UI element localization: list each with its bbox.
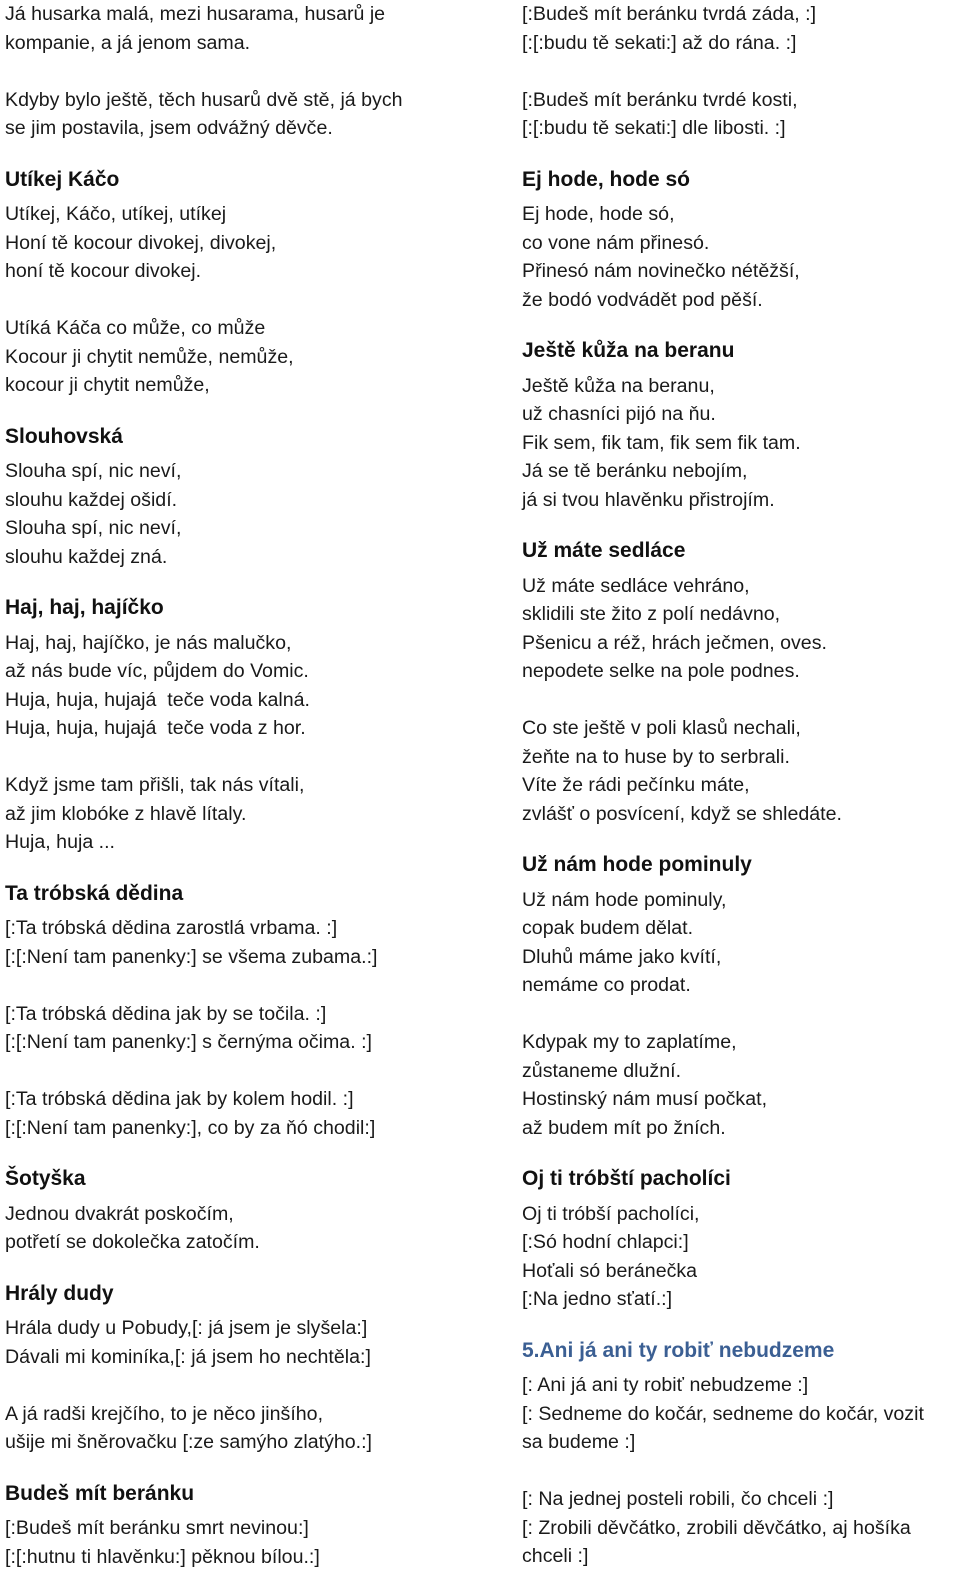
lyric-line: Fik sem, fik tam, fik sem fik tam. bbox=[522, 429, 958, 458]
lyric-line: [: Na jednej posteli robili, čo chceli :] bbox=[522, 1485, 958, 1514]
song-title: Utíkej Káčo bbox=[5, 166, 453, 195]
right-column bbox=[522, 0, 958, 1571]
lyric-line: potřetí se dokolečka zatočím. bbox=[5, 1228, 453, 1257]
song-title: Oj ti tróbští pacholíci bbox=[522, 1165, 958, 1194]
lyric-line: [: Zrobili děvčátko, zrobili děvčátko, aj hošíka bbox=[522, 1514, 958, 1543]
lyric-line: zvlášť o posvícení, když se shledáte. bbox=[522, 800, 958, 829]
lyric-line: Huja, huja, hujajá teče voda z hor. bbox=[5, 714, 453, 743]
lyric-line: [:Ta tróbská dědina jak by se točila. :] bbox=[5, 1000, 453, 1029]
lyric-line: Přinesó nám novinečko nétěžší, bbox=[522, 257, 958, 286]
lyric-line: [:[:Není tam panenky:] s černýma očima. :] bbox=[5, 1028, 453, 1057]
lyric-line: až jim klobóke z hlavě lítaly. bbox=[5, 800, 453, 829]
song-title: Haj, haj, hajíčko bbox=[5, 594, 453, 623]
lyric-line: Ještě kůža na beranu, bbox=[522, 372, 958, 401]
intro-verse bbox=[5, 0, 453, 143]
lyric-line: co vone nám přinesó. bbox=[522, 229, 958, 258]
lyric-line: Honí tě kocour divokej, divokej, bbox=[5, 229, 453, 258]
song-slouhovska bbox=[5, 423, 453, 572]
lyric-line: slouhu každej zná. bbox=[5, 543, 453, 572]
lyric-line: Slouha spí, nic neví, bbox=[5, 457, 453, 486]
lyric-line: Haj, haj, hajíčko, je nás malučko, bbox=[5, 629, 453, 658]
lyric-line: [:Ta tróbská dědina zarostlá vrbama. :] bbox=[5, 914, 453, 943]
lyric-line: až nás bude víc, půjdem do Vomic. bbox=[5, 657, 453, 686]
lyric-line: Hostinský nám musí počkat, bbox=[522, 1085, 958, 1114]
lyric-line: kompanie, a já jenom sama. bbox=[5, 29, 453, 58]
lyric-line: až budem mít po žních. bbox=[522, 1114, 958, 1143]
song-ani-ja-ani-ty bbox=[522, 1337, 958, 1571]
lyric-line: Víte že rádi pečínku máte, bbox=[522, 771, 958, 800]
lyric-line: Hrála dudy u Pobudy,[: já jsem je slyšela:] bbox=[5, 1314, 453, 1343]
lyric-line: Já husarka malá, mezi husarama, husarů je bbox=[5, 0, 453, 29]
lyric-line: Co ste ještě v poli klasů nechali, bbox=[522, 714, 958, 743]
lyric-line: už chasníci pijó na ňu. bbox=[522, 400, 958, 429]
lyric-line: [:Budeš mít beránku tvrdé kosti, bbox=[522, 86, 958, 115]
lyric-line: honí tě kocour divokej. bbox=[5, 257, 453, 286]
lyric-line: [:Na jedno sťatí.:] bbox=[522, 1285, 958, 1314]
song-haj-haj bbox=[5, 594, 453, 857]
lyric-line: [:[:Není tam panenky:] se všema zubama.:] bbox=[5, 943, 453, 972]
lyric-line: zůstaneme dlužní. bbox=[522, 1057, 958, 1086]
lyric-line: [:[:hutnu ti hlavěnku:] pěknou bílou.:] bbox=[5, 1543, 453, 1571]
song-hraly-dudy bbox=[5, 1280, 453, 1457]
lyric-line: sa budeme :] bbox=[522, 1428, 958, 1457]
left-column bbox=[5, 0, 453, 1571]
lyric-line: že bodó vodvádět pod pěší. bbox=[522, 286, 958, 315]
song-oj-ti-trobsti bbox=[522, 1165, 958, 1314]
song-title: Budeš mít beránku bbox=[5, 1480, 453, 1509]
lyric-line: [:Ta tróbská dědina jak by kolem hodil. :] bbox=[5, 1085, 453, 1114]
song-title: Už nám hode pominuly bbox=[522, 851, 958, 880]
lyric-line: Kocour ji chytit nemůže, nemůže, bbox=[5, 343, 453, 372]
lyric-line: [: Sedneme do kočár, sedneme do kočár, vozit bbox=[522, 1400, 958, 1429]
lyric-line: se jim postavila, jsem odvážný děvče. bbox=[5, 114, 453, 143]
song-sotyska bbox=[5, 1165, 453, 1257]
lyric-line: [:[:budu tě sekati:] dle libosti. :] bbox=[522, 114, 958, 143]
lyric-line: [:[:Není tam panenky:], co by za ňó chodil:] bbox=[5, 1114, 453, 1143]
song-title: Šotyška bbox=[5, 1165, 453, 1194]
song-title: Ta tróbská dědina bbox=[5, 880, 453, 909]
lyric-line: Kdyby bylo ještě, těch husarů dvě stě, já bych bbox=[5, 86, 453, 115]
lyric-line: Ej hode, hode só, bbox=[522, 200, 958, 229]
lyric-line: nemáme co prodat. bbox=[522, 971, 958, 1000]
song-trobska-dedina bbox=[5, 880, 453, 1143]
song-title: Ej hode, hode só bbox=[522, 166, 958, 195]
lyric-line: [:Budeš mít beránku smrt nevinou:] bbox=[5, 1514, 453, 1543]
song-title: Ještě kůža na beranu bbox=[522, 337, 958, 366]
song-ej-hode bbox=[522, 166, 958, 315]
song-jeste-kuza bbox=[522, 337, 958, 514]
lyric-line: chceli :] bbox=[522, 1542, 958, 1571]
song-uz-nam-hode bbox=[522, 851, 958, 1142]
lyric-line: sklidili ste žito z polí nedávno, bbox=[522, 600, 958, 629]
lyric-line: [:Só hodní chlapci:] bbox=[522, 1228, 958, 1257]
lyric-line: Už máte sedláce vehráno, bbox=[522, 572, 958, 601]
lyric-line: ušije mi šněrovačku [:ze samýho zlatýho.:] bbox=[5, 1428, 453, 1457]
lyric-line: já si tvou hlavěnku přistrojím. bbox=[522, 486, 958, 515]
lyric-line: kocour ji chytit nemůže, bbox=[5, 371, 453, 400]
song-utikej-kaco bbox=[5, 166, 453, 400]
song-beranku-continued bbox=[522, 0, 958, 143]
lyric-line: copak budem dělat. bbox=[522, 914, 958, 943]
lyric-line: Já se tě beránku nebojím, bbox=[522, 457, 958, 486]
lyric-line: Jednou dvakrát poskočím, bbox=[5, 1200, 453, 1229]
lyric-line: Když jsme tam přišli, tak nás vítali, bbox=[5, 771, 453, 800]
lyric-line: Utíká Káča co může, co může bbox=[5, 314, 453, 343]
lyric-line: Oj ti tróbší pacholíci, bbox=[522, 1200, 958, 1229]
lyric-line: [:[:budu tě sekati:] až do rána. :] bbox=[522, 29, 958, 58]
lyric-line: slouhu každej ošidí. bbox=[5, 486, 453, 515]
lyric-line: Dluhů máme jako kvítí, bbox=[522, 943, 958, 972]
lyric-line: Už nám hode pominuly, bbox=[522, 886, 958, 915]
song-title: Slouhovská bbox=[5, 423, 453, 452]
lyric-line: Utíkej, Káčo, utíkej, utíkej bbox=[5, 200, 453, 229]
song-title: 5.Ani já ani ty robiť nebudzeme bbox=[522, 1337, 958, 1366]
lyric-line: Dávali mi kominíka,[: já jsem ho nechtěla:] bbox=[5, 1343, 453, 1372]
lyric-line: Hoťali só beránečka bbox=[522, 1257, 958, 1286]
lyric-line: A já radši krejčího, to je něco jinšího, bbox=[5, 1400, 453, 1429]
lyric-line: [:Budeš mít beránku tvrdá záda, :] bbox=[522, 0, 958, 29]
song-budes-mit-beranku bbox=[5, 1480, 453, 1571]
song-title: Už máte sedláce bbox=[522, 537, 958, 566]
lyric-line: Kdypak my to zaplatíme, bbox=[522, 1028, 958, 1057]
lyric-line: žeňte na to huse by to serbrali. bbox=[522, 743, 958, 772]
lyric-line: [: Ani já ani ty robiť nebudzeme :] bbox=[522, 1371, 958, 1400]
lyric-line: Huja, huja, hujajá teče voda kalná. bbox=[5, 686, 453, 715]
song-title: Hrály dudy bbox=[5, 1280, 453, 1309]
lyric-line: Huja, huja ... bbox=[5, 828, 453, 857]
song-uz-mate-sedlace bbox=[522, 537, 958, 828]
lyric-line: Slouha spí, nic neví, bbox=[5, 514, 453, 543]
lyric-line: nepodete selke na pole podnes. bbox=[522, 657, 958, 686]
lyric-line: Pšenicu a réž, hrách ječmen, oves. bbox=[522, 629, 958, 658]
